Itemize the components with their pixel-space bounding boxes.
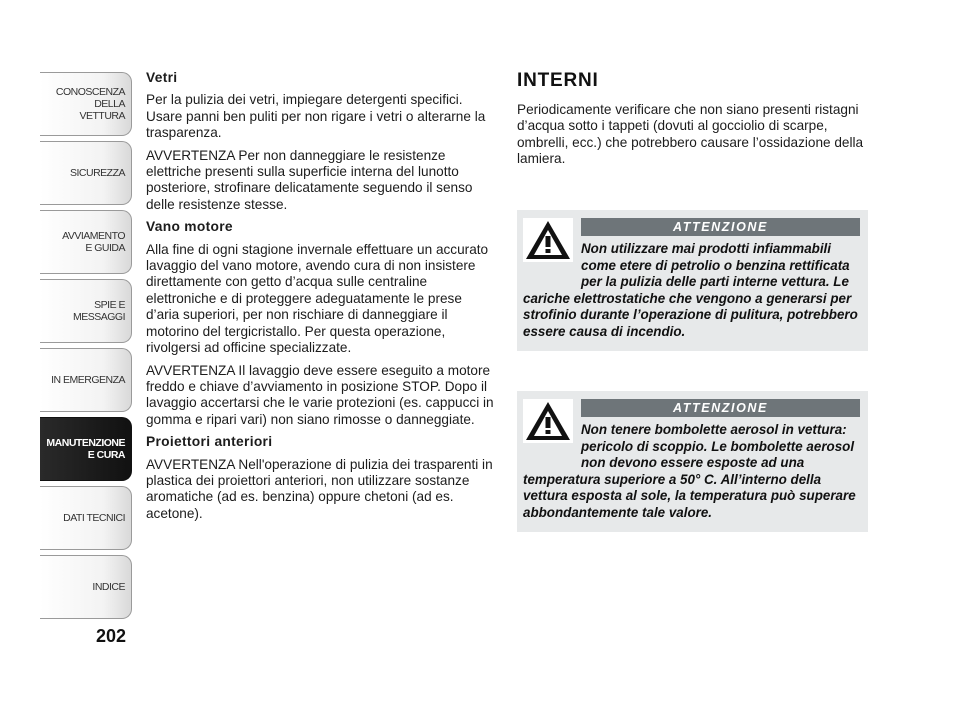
warning-heading: ATTENZIONE [581, 399, 860, 417]
tab-indice[interactable]: INDICE [40, 555, 132, 619]
tab-dati-tecnici[interactable]: DATI TECNICI [40, 486, 132, 550]
vetri-paragraph-1: Per la pulizia dei vetri, impiegare detergenti specifici. Usare panni ben puliti per non rigare i vetri o alterarne la trasparenza. [146, 92, 486, 141]
warning-text [523, 422, 860, 522]
warning-text-content: Non utilizzare mai prodotti infiammabili come etere di petrolio o benzina rettificata per la pulizia delle parti interne vettura. Le cariche elettrostatiche che vengono a generarsi per strofinio durante l’operazione di pulitura, potrebbero essere causa di incendio. [523, 241, 858, 339]
vano-motore-paragraph-1: Alla fine di ogni stagione invernale effettuare un accurato lavaggio del vano motore, avendo cura di non insistere direttamente con getto d’acqua sulle centraline elettroniche e di proteggere adeguatamente le prese d’aria superiori, per non rischiare di danneggiare il motorino del tergicristallo. Per questa operazione, rivolgersi ad officine specializzate. [146, 241, 489, 356]
proiettori-heading: Proiettori anteriori [146, 434, 273, 450]
vano-motore-heading: Vano motore [146, 219, 233, 235]
tab-spie-e-messaggi[interactable]: SPIE E MESSAGGI [40, 279, 132, 343]
tab-conoscenza-della-vettura[interactable]: CONOSCENZA DELLA VETTURA [40, 72, 132, 136]
warning-triangle-icon [523, 399, 573, 443]
vano-motore-paragraph-2: AVVERTENZA Il lavaggio deve essere eseguito a motore freddo e chiave d’avviamento in posizione STOP. Dopo il lavaggio accertarsi che le varie protezioni (es. cappucci in gomma e ripari vari) non siano rimosse o danneggiate. [146, 362, 494, 427]
tab-manutenzione-e-cura[interactable]: MANUTENZIONE E CURA [40, 417, 132, 481]
tab-in-emergenza[interactable]: IN EMERGENZA [40, 348, 132, 412]
warning-triangle-icon [523, 218, 573, 262]
tab-sicurezza[interactable]: SICUREZZA [40, 141, 132, 205]
section-title: INTERNI [517, 70, 599, 91]
intro-paragraph: Periodicamente verificare che non siano presenti ristagni d’acqua sotto i tappeti (dovuti al gocciolio di scarpe, ombrelli, ecc.) che potrebbero causare l’ossidazione della lamiera. [517, 102, 864, 167]
warning-box-1 [517, 210, 868, 351]
page-number: 202 [96, 626, 127, 646]
warning-text-content: Non tenere bombolette aerosol in vettura: pericolo di scoppio. Le bombolette aerosol non devono essere esposte ad una temperatura superiore a 50° C. All’interno della vettura esposta al sole, la temperatura può superare abbondantemente tale valore. [523, 422, 856, 520]
vetri-heading: Vetri [146, 70, 178, 85]
warning-text [523, 241, 860, 341]
vetri-paragraph-2: AVVERTENZA Per non danneggiare le resistenze elettriche presenti sulla superficie interna del lunotto posteriore, strofinare delicatamente seguendo il senso delle resistenze stesse. [146, 147, 473, 212]
warning-box-2 [517, 391, 868, 532]
warning-heading: ATTENZIONE [581, 218, 860, 236]
left-column [146, 70, 496, 528]
tab-avviamento-e-guida[interactable]: AVVIAMENTO E GUIDA [40, 210, 132, 274]
right-column [517, 70, 872, 168]
proiettori-paragraph-1: AVVERTENZA Nell'operazione di pulizia dei trasparenti in plastica dei proiettori anteriori, non utilizzare sostanze aromatiche (ad es. benzina) oppure chetoni (ad es. acetone). [146, 456, 493, 521]
